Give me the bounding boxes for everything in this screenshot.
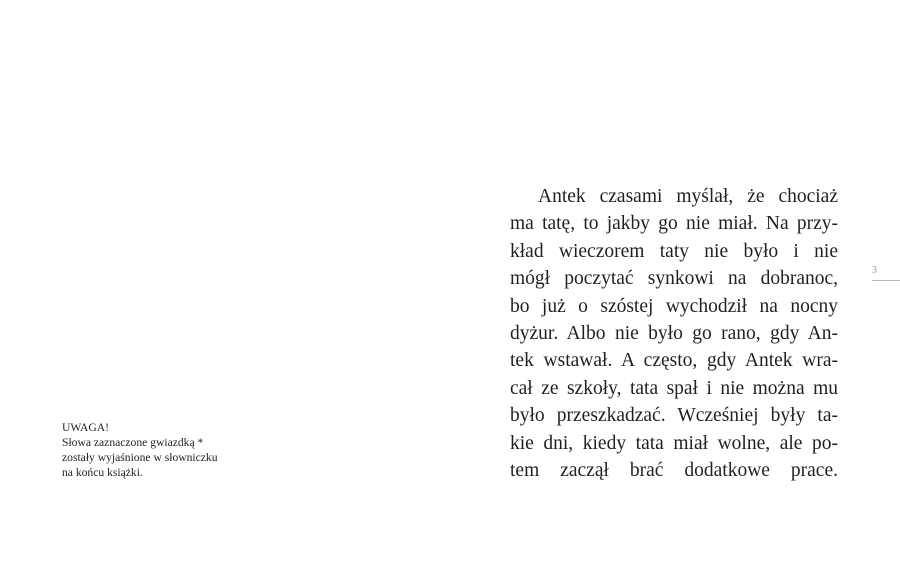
paragraph-line: tek wstawał. A często, gdy Antek wra- [510,350,838,372]
notice-line: na końcu książki. [62,466,143,479]
paragraph-line: kład wieczorem taty nie było i nie [510,240,838,262]
paragraph-line: tem zaczął brać dodatkowe prace. [510,459,838,481]
notice-heading: UWAGA! [62,421,110,434]
paragraph-line: dyżur. Albo nie było go rano, gdy An- [510,322,838,344]
story-paragraph [510,183,838,484]
notice-box [62,420,272,480]
page-number-marker [872,265,900,281]
page-number-rule [872,280,900,281]
notice-line: zostały wyjaśnione w słowniczku [62,451,218,464]
page-number: 3 [872,265,877,276]
paragraph-line: mógł poczytać synkowi na dobranoc, [510,268,838,290]
notice-line: Słowa zaznaczone gwiazdką * [62,436,204,449]
paragraph-line: cał ze szkoły, tata spał i nie można mu [510,377,838,399]
paragraph-line: było przeszkadzać. Wcześniej były ta- [510,405,838,427]
paragraph-line: ma tatę, to jakby go nie miał. Na przy- [510,213,838,235]
paragraph-line: bo już o szóstej wychodził na nocny [510,295,838,317]
paragraph-line: Antek czasami myślał, że chociaż [538,186,838,207]
paragraph-line: kie dni, kiedy tata miał wolne, ale po- [510,432,838,454]
